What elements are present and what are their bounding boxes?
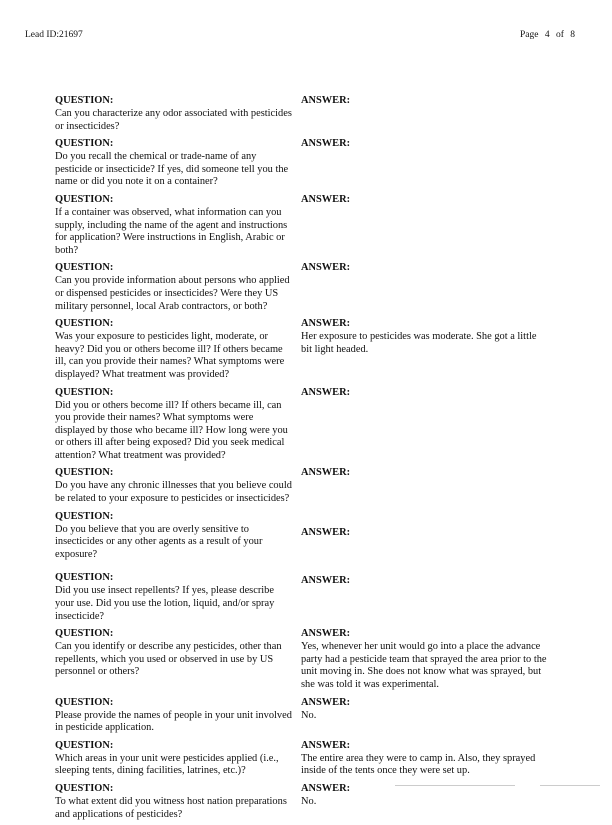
answer-label: ANSWER: <box>301 467 351 479</box>
question-text: If a container was observed, what information can you supply, including the name of the agent and instructions for application? Were instructions in English, Arabic or both? <box>55 206 288 256</box>
answer-text: No. <box>301 795 317 807</box>
page-label: Page <box>520 30 539 40</box>
question-block <box>55 261 293 313</box>
question-text: Do you believe that you are overly sensitive to insecticides or any other agents as a result of your exposure? <box>55 523 263 560</box>
answer-block <box>301 739 549 778</box>
question-text: Do you recall the chemical or trade-name of any pesticide or insecticide? If yes, did someone tell you the name or did you note it on a container? <box>55 151 289 188</box>
answer-text: The entire area they were to camp in. Also, they sprayed inside of the tents once they were set up. <box>301 752 536 777</box>
lead-id: Lead ID:21697 <box>25 30 83 40</box>
question-label: QUESTION: <box>55 262 114 274</box>
question-text: Can you characterize any odor associated with pesticides or insecticides? <box>55 108 292 132</box>
question-block <box>55 782 293 821</box>
qa-row <box>55 261 555 313</box>
qa-row <box>55 386 555 463</box>
qa-row <box>55 94 555 133</box>
answer-text: No. <box>301 709 317 721</box>
qa-row <box>55 137 555 189</box>
question-label: QUESTION: <box>55 572 114 584</box>
answer-label: ANSWER: <box>301 318 351 330</box>
answer-label: ANSWER: <box>301 739 351 751</box>
question-label: QUESTION: <box>55 193 114 205</box>
footer-rule <box>395 785 515 786</box>
answer-block <box>301 317 549 356</box>
question-block <box>55 317 293 381</box>
question-text: Do you have any chronic illnesses that you believe could be related to your exposure to pesticides or insecticides? <box>55 480 292 505</box>
question-text: Did you use insect repellents? If yes, please describe your use. Did you use the lotion, liquid, and/or spray insecticide? <box>55 585 275 622</box>
answer-block <box>301 526 549 540</box>
answer-text: Yes, whenever her unit would go into a place the advance party had a pesticide team that sprayed the area prior to the unit moving in. She does not know what was sprayed, but she was told it was experimental. <box>301 641 547 690</box>
qa-row <box>55 466 555 505</box>
question-text: Did you or others become ill? If others became ill, can you provide their names? What symptoms were displayed by those who became ill? How long were you or others ill after being exposed? Did you seek medical attention? What treatment was provided? <box>55 399 288 461</box>
question-label: QUESTION: <box>55 739 114 751</box>
qa-row <box>55 739 555 778</box>
qa-row <box>55 317 555 381</box>
question-block <box>55 696 293 735</box>
qa-row <box>55 782 555 821</box>
qa-list <box>55 94 555 825</box>
answer-block <box>301 574 549 588</box>
question-label: QUESTION: <box>55 510 114 522</box>
question-block <box>55 137 293 189</box>
answer-label: ANSWER: <box>301 696 351 708</box>
answer-block <box>301 261 549 275</box>
page-total: 8 <box>570 30 576 40</box>
question-text: Which areas in your unit were pesticides applied (i.e., sleeping tents, dining facilities, latrines, etc.)? <box>55 752 279 777</box>
question-block <box>55 466 293 505</box>
question-block <box>55 510 293 562</box>
qa-row <box>55 510 555 562</box>
answer-label: ANSWER: <box>301 782 351 794</box>
question-label: QUESTION: <box>55 467 114 479</box>
answer-label: ANSWER: <box>301 262 351 274</box>
question-block <box>55 739 293 778</box>
question-label: QUESTION: <box>55 696 114 708</box>
qa-row <box>55 627 555 691</box>
answer-block <box>301 386 549 400</box>
answer-label: ANSWER: <box>301 386 351 398</box>
answer-block <box>301 466 549 480</box>
qa-row <box>55 193 555 257</box>
answer-label: ANSWER: <box>301 193 351 205</box>
question-block <box>55 386 293 463</box>
answer-block <box>301 627 549 691</box>
answer-text: Her exposure to pesticides was moderate. She got a little bit light headed. <box>301 331 537 355</box>
question-block <box>55 627 293 679</box>
question-text: Can you provide information about persons who applied or dispensed pesticides or insecticides? Were they US military personnel, local Arab contractors, or both? <box>55 275 290 312</box>
answer-label: ANSWER: <box>301 138 351 150</box>
answer-block <box>301 696 549 723</box>
question-block <box>55 94 293 133</box>
footer-rule <box>540 785 600 786</box>
page-current: 4 <box>544 30 550 40</box>
question-block <box>55 571 293 623</box>
question-text: Was your exposure to pesticides light, moderate, or heavy? Did you or others become ill? If others became ill, can you provide their names? What symptoms were displayed? What treatment was provided? <box>55 331 285 380</box>
answer-label: ANSWER: <box>301 95 351 106</box>
answer-block <box>301 137 549 151</box>
question-label: QUESTION: <box>55 386 114 398</box>
qa-row <box>55 571 555 623</box>
answer-label: ANSWER: <box>301 526 351 538</box>
answer-block <box>301 94 549 108</box>
question-text: To what extent did you witness host nation preparations and applications of pesticides? <box>55 795 287 820</box>
question-label: QUESTION: <box>55 782 114 794</box>
question-text: Can you identify or describe any pesticides, other than repellents, which you used or observed in use by US personnel or others? <box>55 641 282 678</box>
question-label: QUESTION: <box>55 628 114 640</box>
answer-block <box>301 193 549 207</box>
qa-row <box>55 696 555 735</box>
page-number <box>520 29 575 42</box>
page-of: of <box>555 30 564 40</box>
question-label: QUESTION: <box>55 138 114 150</box>
question-label: QUESTION: <box>55 318 114 330</box>
answer-label: ANSWER: <box>301 575 351 587</box>
question-block <box>55 193 293 257</box>
question-text: Please provide the names of people in your unit involved in pesticide application. <box>55 709 292 734</box>
answer-label: ANSWER: <box>301 628 351 640</box>
question-label: QUESTION: <box>55 95 114 106</box>
